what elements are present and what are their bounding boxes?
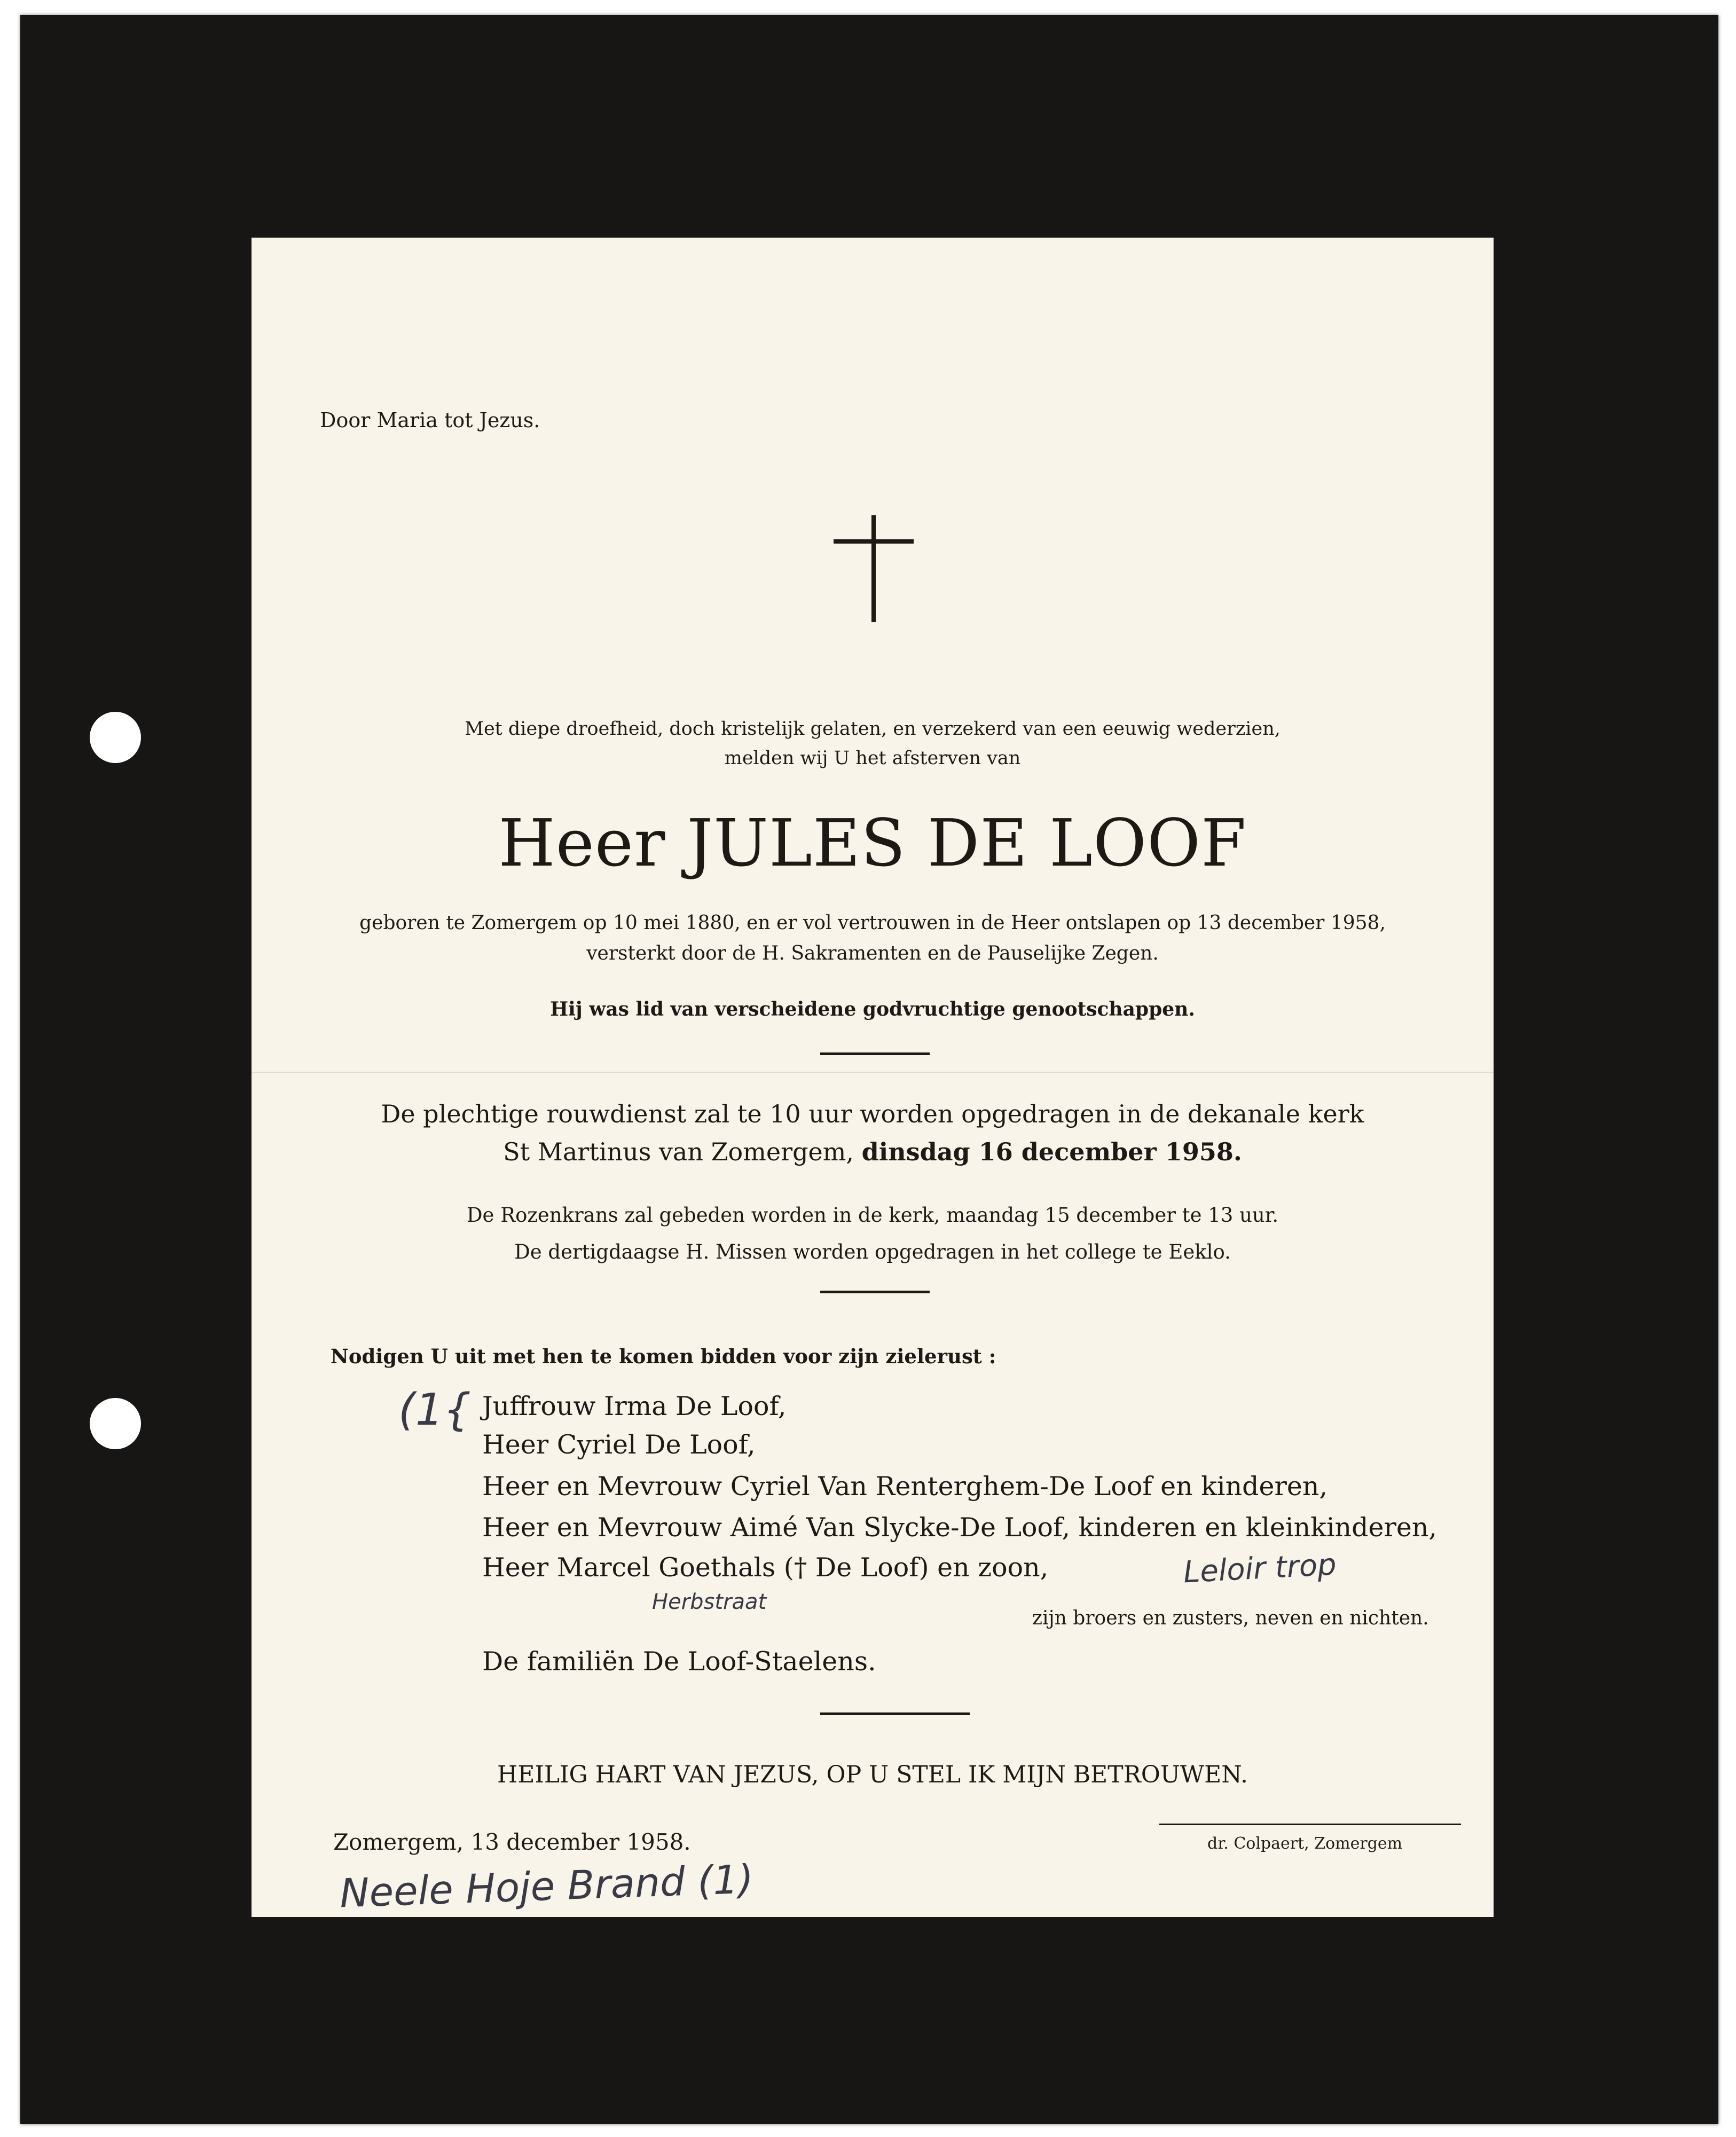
family-member: Heer en Mevrouw Cyriel Van Renterghem-De Loof en kinderen, [482, 1471, 1328, 1502]
service-line-2 [252, 1137, 1494, 1166]
cross-icon [834, 515, 914, 622]
handwritten-bracket-note: (1{ [398, 1385, 472, 1435]
family-member: De familiën De Loof-Staelens. [482, 1646, 876, 1677]
divider-1 [820, 1052, 930, 1055]
mourning-card [252, 238, 1494, 1917]
intro-line-1: Met diepe droefheid, doch kristelijk gelaten, en verzekerd van een eeuwig wederzien, [465, 718, 1281, 740]
intro-line-2: melden wij U het afsterven van [724, 748, 1021, 769]
birth-line-2: versterkt door de H. Sakramenten en de Pauselijke Zegen. [586, 942, 1159, 964]
service-line-1: De plechtige rouwdienst zal te 10 uur worden opgedragen in de dekanale kerk [381, 1099, 1364, 1128]
service-church: St Martinus van Zomergem, [503, 1137, 854, 1166]
rosary-note: De Rozenkrans zal gebeden worden in de kerk, maandag 15 december te 13 uur. [466, 1204, 1279, 1227]
printer-credit: dr. Colpaert, Zomergem [1207, 1834, 1403, 1853]
binder-hole-top [90, 712, 141, 763]
binder-hole-bottom [90, 1398, 141, 1449]
handwritten-note-bottom: Neele Hoje Brand (1) [339, 1856, 755, 1917]
divider-2 [820, 1291, 930, 1293]
service-date: dinsdag 16 december 1958. [861, 1137, 1242, 1166]
birth-line-1: geboren te Zomergem op 10 mei 1880, en er vol vertrouwen in de Heer ontslapen op 13 december 1958, [359, 912, 1386, 934]
place-date: Zomergem, 13 december 1958. [333, 1829, 691, 1855]
fold-crease [252, 1072, 1494, 1073]
membership-note: Hij was lid van verscheidene godvruchtige genootschappen. [550, 998, 1195, 1020]
closing-prayer: HEILIG HART VAN JEZUS, OP U STEL IK MIJN BETROUWEN. [497, 1761, 1248, 1788]
handwritten-note-right: Leloir trop [1182, 1547, 1338, 1590]
deceased-name: Heer JULES DE LOOF [498, 805, 1247, 881]
signature-line [1159, 1824, 1461, 1825]
family-relatives: zijn broers en zusters, neven en nichten. [1032, 1607, 1429, 1629]
handwritten-note-under: Herbstraat [652, 1590, 767, 1614]
family-member: Heer en Mevrouw Aimé Van Slycke-De Loof, kinderen en kleinkinderen, [482, 1512, 1437, 1543]
invitation: Nodigen U uit met hen te komen bidden voor zijn zielerust : [331, 1345, 996, 1368]
divider-3 [820, 1712, 970, 1715]
family-member: Heer Cyriel De Loof, [482, 1429, 756, 1460]
family-member: Juffrouw Irma De Loof, [482, 1391, 787, 1421]
motto: Door Maria tot Jezus. [320, 408, 540, 432]
album-page [20, 15, 1718, 2124]
family-member: Heer Marcel Goethals († De Loof) en zoon, [482, 1552, 1049, 1583]
masses-note: De dertigdaagse H. Missen worden opgedragen in het college te Eeklo. [514, 1240, 1231, 1263]
